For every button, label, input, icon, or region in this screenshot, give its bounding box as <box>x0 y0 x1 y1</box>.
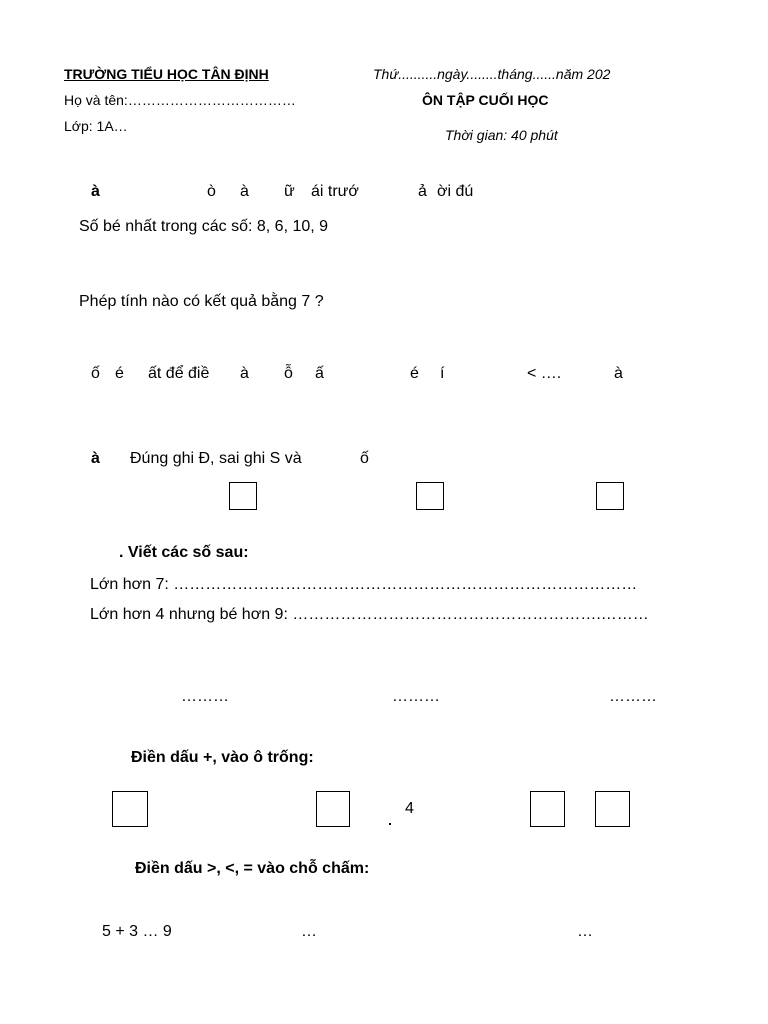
date-line: Thứ..........ngày........tháng......năm 202 <box>373 66 611 82</box>
q1-fragment: à <box>240 183 249 200</box>
q1-item-1: Số bé nhất trong các số: 8, 6, 10, 9 <box>79 218 329 235</box>
page-title: ÔN TẬP CUỐI HỌC <box>422 92 549 108</box>
answer-box-1[interactable] <box>229 482 257 510</box>
duration: Thời gian: 40 phút <box>445 127 558 143</box>
q7-item-3[interactable]: … <box>577 923 593 940</box>
blank-2[interactable]: ……… <box>392 688 440 705</box>
q1-item-2: Phép tính nào có kết quả bằng 7 ? <box>79 293 324 310</box>
answer-box-3[interactable] <box>596 482 624 510</box>
q6-title: Điền dấu +, vào ô trống: <box>131 749 314 766</box>
q2-fragment: ất để điề <box>148 365 210 382</box>
q2-fragment: é <box>115 365 124 382</box>
q2-fragment: ỗ <box>284 365 293 382</box>
q4-line-1: Lớn hơn 7: …………………………………………………………………………… <box>90 576 638 593</box>
sign-box-2[interactable] <box>316 791 350 827</box>
sign-box-1[interactable] <box>112 791 148 827</box>
answer-box-2[interactable] <box>416 482 444 510</box>
sign-box-3[interactable] <box>530 791 565 827</box>
q3-label: à <box>91 450 100 467</box>
dot-mark <box>389 823 391 825</box>
q3-tail: ố <box>360 450 369 467</box>
student-name-line: Họ và tên:……………………………… <box>64 92 296 108</box>
school-name: TRƯỜNG TIỂU HỌC TÂN ĐỊNH <box>64 66 269 82</box>
q7-title: Điền dấu >, <, = vào chỗ chấm: <box>135 860 370 877</box>
q3-instruction: Đúng ghi Đ, sai ghi S và <box>130 450 302 467</box>
q1-fragment: ái trướ <box>311 183 359 200</box>
q6-number: 4 <box>405 800 414 817</box>
sign-box-4[interactable] <box>595 791 630 827</box>
q1-fragment: ữ <box>284 183 295 200</box>
q1-fragment: ò <box>207 183 216 200</box>
q2-fragment: é <box>410 365 419 382</box>
blank-1[interactable]: ……… <box>181 688 229 705</box>
q4-line-2: Lớn hơn 4 nhưng bé hơn 9: ………………………………………………….……… <box>90 606 649 623</box>
q7-item-1: 5 + 3 … 9 <box>102 923 172 940</box>
q4-title: . Viết các số sau: <box>119 544 249 561</box>
q2-fragment: í <box>440 365 445 382</box>
q2-fragment: à <box>614 365 623 382</box>
q2-fragment: < …. <box>527 365 562 382</box>
class-line: Lớp: 1A… <box>64 118 128 134</box>
q2-fragment: à <box>240 365 249 382</box>
q1-fragment: ả <box>418 183 427 200</box>
q2-fragment: ấ <box>315 365 324 382</box>
q1-fragment: ời đú <box>437 183 474 200</box>
q2-fragment: ố <box>91 365 100 382</box>
q1-fragment: à <box>91 183 100 200</box>
q7-item-2[interactable]: … <box>301 923 317 940</box>
blank-3[interactable]: ……… <box>609 688 657 705</box>
